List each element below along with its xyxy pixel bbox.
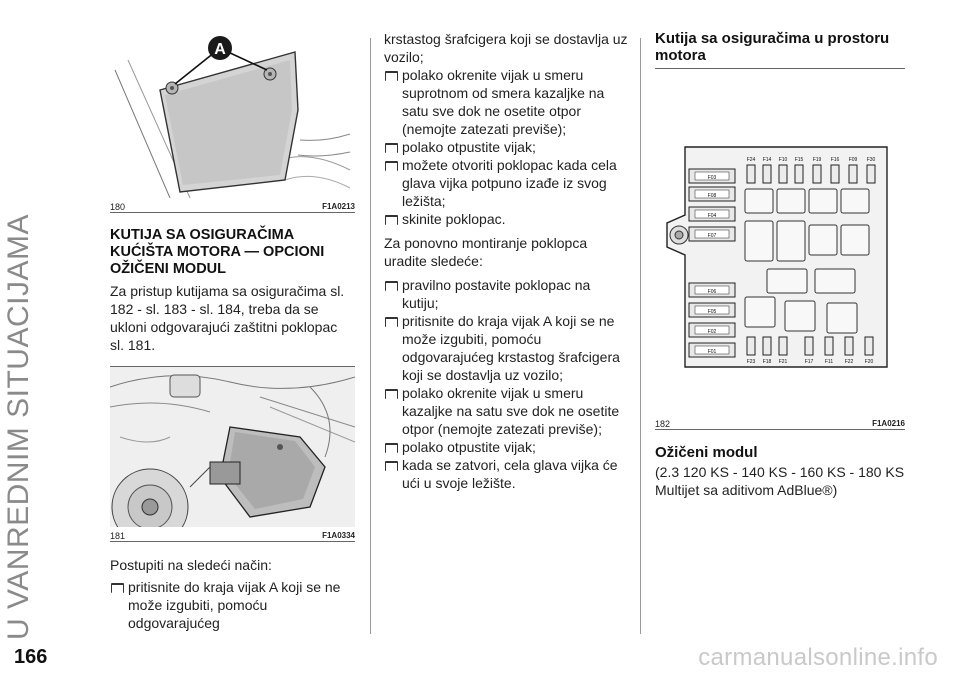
continued-text: krstastog šrafcigera koji se dostavlja uz vozilo; (384, 31, 628, 65)
relay-block (785, 301, 815, 331)
list-item: pravilno postavite poklopac na kutiju; (384, 276, 630, 312)
page-number: 166 (14, 646, 48, 668)
fuse-label: F03 (707, 175, 717, 181)
fuse-box-bolt-center (675, 231, 683, 239)
fuse-label: F14 (762, 157, 772, 163)
wiring-module-text: (2.3 120 KS - 140 KS - 160 KS - 180 KS Multijet sa aditivom AdBlue®) (655, 464, 905, 498)
fuse-label: F22 (844, 359, 854, 365)
list-item: kada se zatvori, cela glava vijka će ući u svoje ležište. (384, 456, 630, 492)
bullet-icon (385, 317, 398, 327)
relay-block (841, 189, 869, 213)
fuse-label: F11 (824, 359, 834, 365)
fuse-label: F24 (746, 157, 756, 163)
list-item: polako okrenite vijak u smeru kazaljke na satu sve dok ne osetite otpor (nemojte zatezati previše); (384, 384, 630, 438)
relay-block (841, 225, 869, 255)
fuse-label: F06 (707, 289, 717, 295)
fuse-label: F08 (707, 193, 717, 199)
relay-block (827, 303, 857, 333)
mini-fuse (805, 337, 813, 355)
figure-code: F1A0213 (322, 202, 355, 211)
bullet-icon (385, 389, 398, 399)
list-item: skinite poklopac. (384, 210, 630, 228)
fuse-label: F30 (866, 157, 876, 163)
fuse-label: F17 (804, 359, 814, 365)
mini-fuse (779, 165, 787, 183)
mini-fuse (779, 337, 787, 355)
column-divider-1 (370, 38, 371, 634)
list-item: polako otpustite vijak; (384, 438, 630, 456)
relay-block (777, 221, 805, 261)
column-3 (655, 30, 905, 499)
section-heading: KUTIJA SA OSIGURAČIMA KUĆIŠTA MOTORA — OPCIONI OŽIČENI MODUL (110, 227, 325, 277)
relay-block (745, 189, 773, 213)
relay-block (745, 221, 773, 261)
figure-181 (110, 366, 355, 542)
figure-number: 181 (110, 531, 126, 541)
column-1 (110, 30, 355, 632)
list-item: pritisnite do kraja vijak A koji se ne može izgubiti, pomoću odgovarajućeg krstastog šrafcigera koji se dostavlja uz vozilo; (384, 312, 630, 384)
engine-bay-illustration (110, 367, 355, 527)
relay-block (777, 189, 805, 213)
list-item: pritisnite do kraja vijak A koji se ne može izgubiti, pomoću odgovarajućeg (110, 578, 355, 632)
bullet-icon (385, 443, 398, 453)
fuse-label: F20 (864, 359, 874, 365)
fuse-label: F09 (848, 157, 858, 163)
fuse-label: F01 (707, 349, 717, 355)
fuse-label: F15 (794, 157, 804, 163)
mini-fuse (747, 165, 755, 183)
bullet-icon (385, 215, 398, 225)
mini-fuse (747, 337, 755, 355)
reassembly-intro: Za ponovno montiranje poklopca uradite sledeće: (384, 235, 588, 269)
relay-block (815, 269, 855, 293)
list-item: polako okrenite vijak u smeru suprotnom od smera kazaljke na satu sve dok ne osetite otpor (nemojte zatezati previše); (384, 66, 630, 138)
figure-number: 182 (655, 419, 671, 429)
bullet-icon (385, 71, 398, 81)
mini-fuse (865, 337, 873, 355)
figure-180 (110, 30, 355, 213)
fuse-label: F18 (762, 359, 772, 365)
mini-fuse (813, 165, 821, 183)
wiring-module-heading: Ožičeni modul (655, 444, 758, 461)
figure-182 (655, 75, 905, 430)
mini-fuse (867, 165, 875, 183)
mini-fuse (763, 337, 771, 355)
intro-paragraph: Za pristup kutijama sa osiguračima sl. 182 - sl. 183 - sl. 184, treba da se ukloni odgovarajući zaštitni poklopac sl. 181. (110, 283, 345, 353)
relay-block (767, 269, 807, 293)
mini-fuse (763, 165, 771, 183)
fuse-label: F21 (778, 359, 788, 365)
fuse-label: F23 (746, 359, 756, 365)
fuse-label: F02 (707, 329, 717, 335)
procedure-intro: Postupiti na sledeći način: (110, 557, 272, 573)
fuse-label: F16 (830, 157, 840, 163)
figure-callout-a: A (214, 41, 226, 58)
bullet-icon (385, 281, 398, 291)
mini-fuse (849, 165, 857, 183)
figure-code: F1A0334 (322, 531, 355, 540)
mini-fuse (825, 337, 833, 355)
relay-block (745, 297, 775, 327)
relay-block (809, 225, 837, 255)
fuse-label: F05 (707, 309, 717, 315)
fuse-box-heading: Kutija sa osiguračima u prostoru motora (655, 30, 905, 69)
figure-caption (655, 415, 905, 429)
bullet-icon (111, 583, 124, 593)
side-section-title: U VANREDNIM SITUACIJAMA (2, 214, 35, 640)
bullet-icon (385, 143, 398, 153)
figure-number: 180 (110, 202, 126, 212)
relay-block (809, 189, 837, 213)
list-item: možete otvoriti poklopac kada cela glava vijka potpuno izađe iz svog ležišta; (384, 156, 630, 210)
mini-fuse (795, 165, 803, 183)
fuse-label: F19 (812, 157, 822, 163)
fuse-label: F04 (707, 213, 717, 219)
column-2 (384, 30, 630, 492)
list-item: polako otpustite vijak; (384, 138, 630, 156)
fuse-box-diagram (655, 75, 905, 415)
fuse-cover-illustration (110, 30, 355, 198)
bullet-icon (385, 161, 398, 171)
footer-watermark: carmanualsonline.info (698, 644, 938, 671)
figure-caption (110, 198, 355, 212)
bullet-icon (385, 461, 398, 471)
fuse-label: F10 (778, 157, 788, 163)
fuse-label: F07 (707, 233, 717, 239)
mini-fuse (845, 337, 853, 355)
mini-fuse (831, 165, 839, 183)
figure-code: F1A0216 (872, 419, 905, 428)
figure-caption (110, 527, 355, 541)
column-divider-2 (640, 38, 641, 634)
